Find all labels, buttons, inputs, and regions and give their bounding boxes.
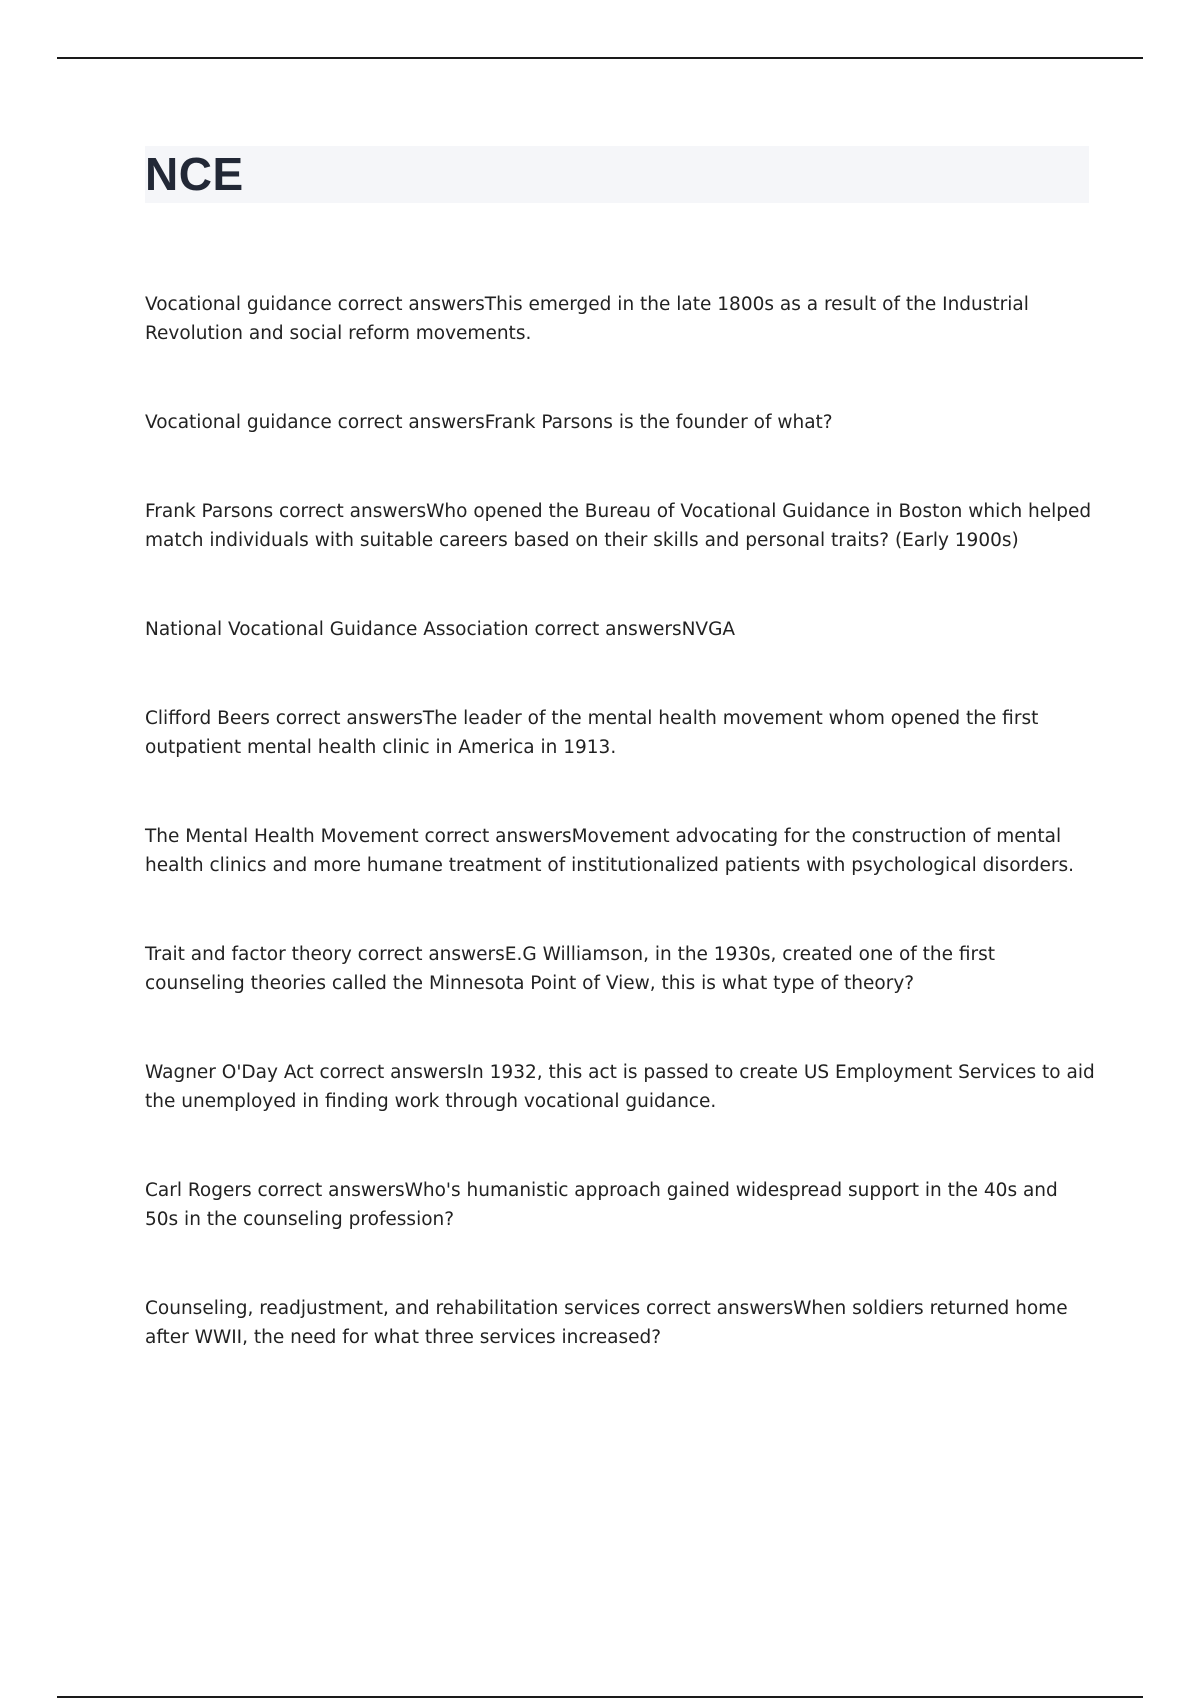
flashcard-list — [145, 290, 1095, 1412]
flashcard-entry: Carl Rogers correct answersWho's humanistic approach gained widespread support in the 40s and 50s in the counseling profession? — [145, 1180, 1058, 1230]
footer-rule — [57, 1696, 1143, 1698]
flashcard-entry: Clifford Beers correct answersThe leader of the mental health movement whom opened the first outpatient mental health clinic in America in 1913. — [145, 708, 1039, 758]
flashcard-entry: Trait and factor theory correct answersE.G Williamson, in the 1930s, created one of the first counseling theories called the Minnesota Point of View, this is what type of theory? — [145, 944, 996, 994]
title-band — [145, 146, 1089, 203]
flashcard-entry: Wagner O'Day Act correct answersIn 1932, this act is passed to create US Employment Services to aid the unemployed in finding work through vocational guidance. — [145, 1062, 1095, 1112]
flashcard-entry: Vocational guidance correct answersFrank Parsons is the founder of what? — [145, 412, 833, 433]
page-title: NCE — [145, 148, 244, 200]
flashcard-entry: Frank Parsons correct answersWho opened the Bureau of Vocational Guidance in Boston which helped match individuals with suitable careers based on their skills and personal traits? (Early 1900s) — [145, 501, 1092, 551]
flashcard-entry: National Vocational Guidance Association correct answersNVGA — [145, 619, 736, 640]
flashcard-entry: The Mental Health Movement correct answersMovement advocating for the construction of mental health clinics and more humane treatment of institutionalized patients with psychological disorders. — [145, 826, 1075, 876]
header-rule — [57, 57, 1143, 59]
flashcard-entry: Vocational guidance correct answersThis emerged in the late 1800s as a result of the Industrial Revolution and social reform movements. — [145, 294, 1029, 344]
flashcard-entry: Counseling, readjustment, and rehabilitation services correct answersWhen soldiers returned home after WWII, the need for what three services increased? — [145, 1298, 1068, 1348]
